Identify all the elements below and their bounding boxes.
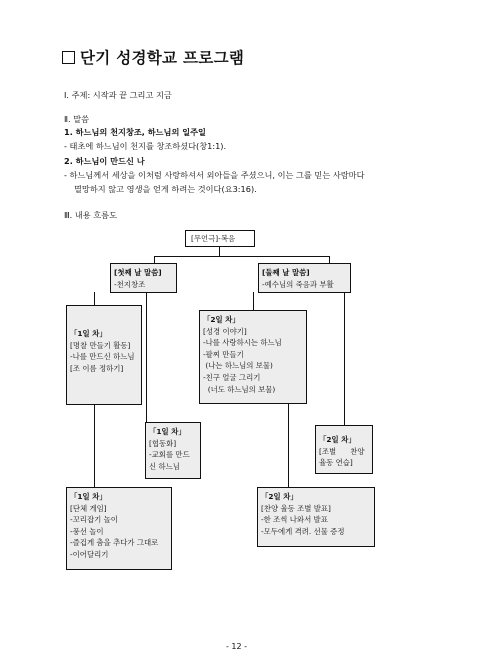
flow-right-c-title: 「2일 차」 xyxy=(261,492,298,501)
page-number: - 12 - xyxy=(226,642,248,651)
flow-day1-title: [첫째 날 말씀] xyxy=(114,268,162,277)
flow-right-a-title: 「2일 차」 xyxy=(203,315,240,324)
section2-heading: Ⅱ. 말씀 xyxy=(64,114,90,124)
flow-left-c-box: 「1일 차」 [단체 게임] -꼬리잡기 놀이 -풍선 놀이 -즐겁게 춤을 추다가 그대로 -이어달리기 xyxy=(66,487,172,570)
item2-text-line2: 멸망하지 않고 영생을 얻게 하려는 것이다(요3:16). xyxy=(74,184,257,194)
flow-right-b-box: 「2일 차」 [조별 찬양 율동 연습] xyxy=(315,425,373,474)
flow-right-a-box: 「2일 차」 [성경 이야기] -나를 사랑하시는 하느님 -팔찌 만들기 (나는 하느님의 보물) -친구 얼굴 그리기 (너도 하느님의 보물) xyxy=(199,310,307,404)
item1-title: 1. 하느님의 천지창조, 하느님의 일주일 xyxy=(64,127,206,137)
flow-left-c-title: 「1일 차」 xyxy=(70,492,107,501)
section1-heading: Ⅰ. 주제: 시작과 끝 그리고 지금 xyxy=(64,90,172,100)
flow-right-b-title: 「2일 차」 xyxy=(319,435,356,444)
flow-day2-title: [둘째 날 말씀] xyxy=(262,268,310,277)
flow-right-c-box: 「2일 차」 [찬양 율동 조별 발표] -한 조씩 나와서 발표 -모두에게 격려. 선물 증정 xyxy=(257,487,375,547)
item2-title: 2. 하느님이 만드신 나 xyxy=(64,156,145,166)
flow-left-b-title: 「1일 차」 xyxy=(149,427,186,436)
flow-root-box: [무언극]-복음 xyxy=(185,230,255,247)
flow-day2-box: [둘째 날 말씀] -예수님의 죽음과 부활 xyxy=(258,263,351,293)
page-title: 단기 성경학교 프로그램 xyxy=(62,46,244,68)
flow-left-a-box: 「1일 차」 [명찰 만들기 활동] -나를 만드신 하느님 [조 이름 정하기] xyxy=(66,305,142,405)
flow-left-a-title: 「1일 차」 xyxy=(70,329,107,338)
flow-day1-box: [첫째 날 말씀] -천지창조 xyxy=(110,263,177,293)
section3-heading: Ⅲ. 내용 흐름도 xyxy=(64,210,117,220)
flow-left-b-box: 「1일 차」 [협동화] -교회를 만드 신 하느님 xyxy=(145,422,201,479)
item1-text: - 태초에 하느님이 천지를 창조하셨다(창1:1). xyxy=(64,141,227,151)
checkbox-square-icon xyxy=(62,51,75,64)
item2-text-line1: - 하느님께서 세상을 이처럼 사랑하셔서 외아들을 주셨으니, 이는 그를 믿는 사람마다 xyxy=(64,170,365,180)
